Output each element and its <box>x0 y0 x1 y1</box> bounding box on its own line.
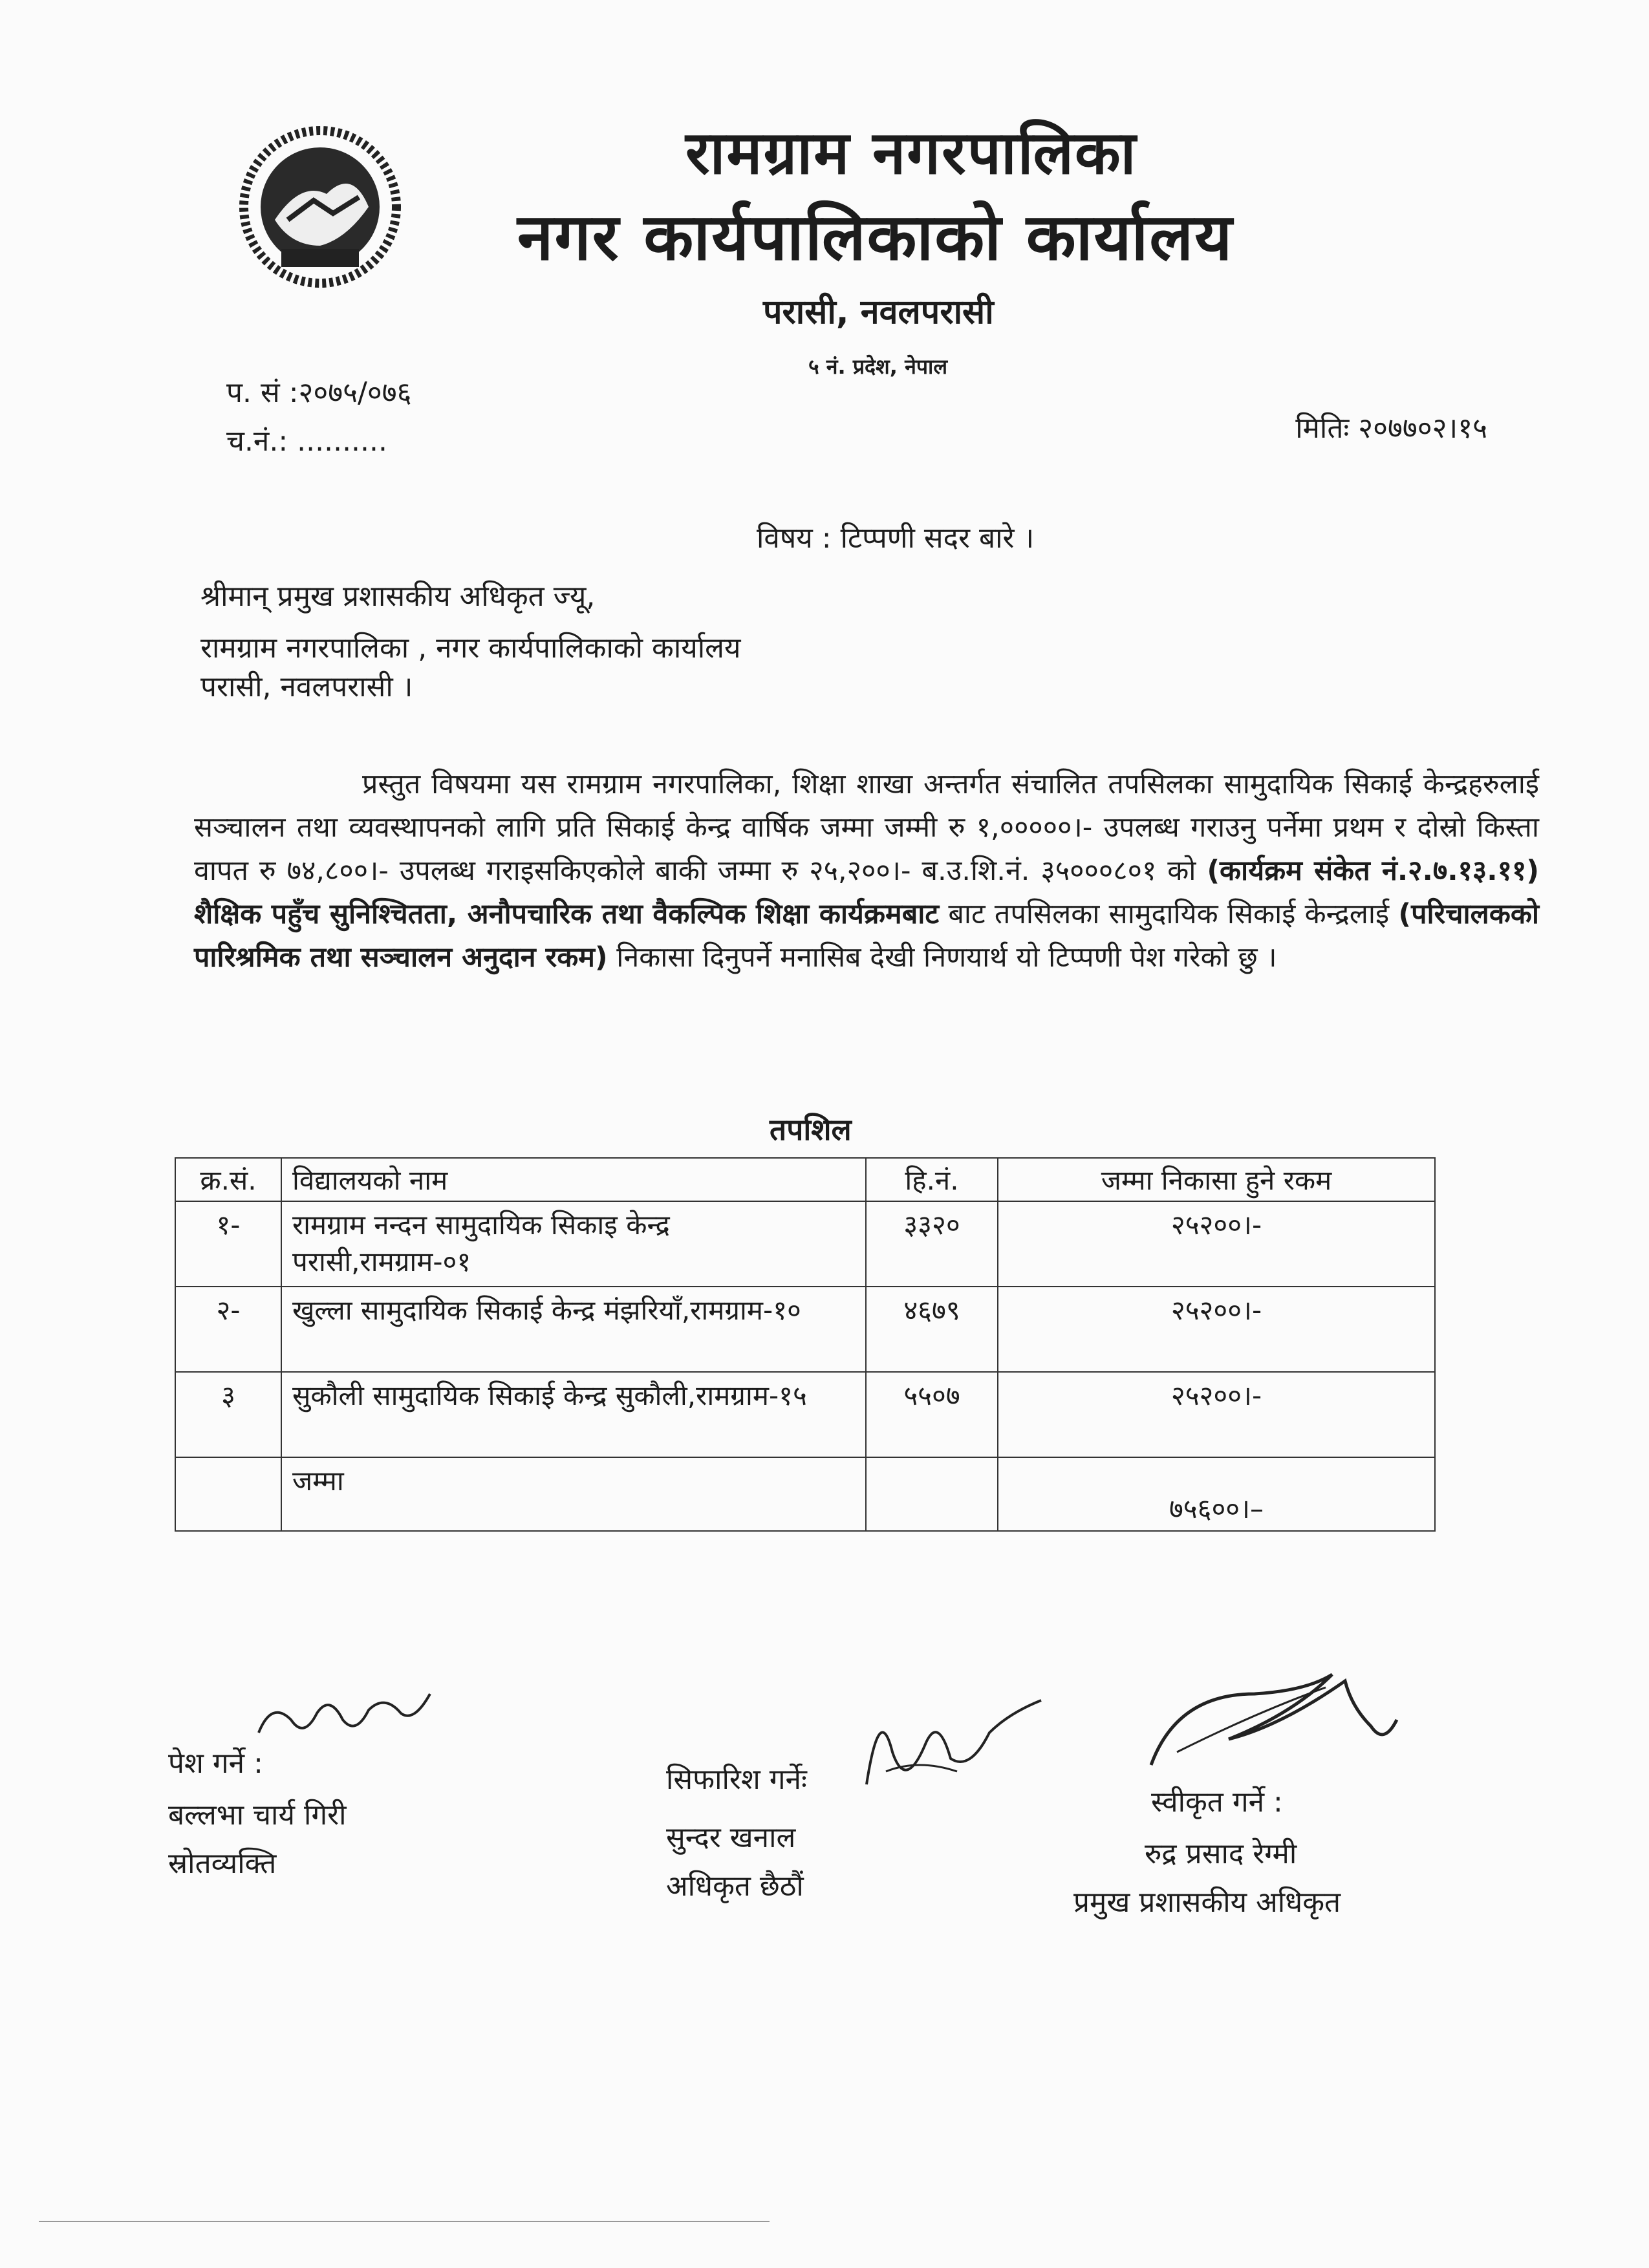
body-text-1: प्रस्तुत विषयमा यस रामग्राम नगरपालिका, शिक्षा शाखा अन्तर्गत संचालित तपसिलका सामुदायिक सिकाई केन्द्रहरुलाई सञ्चालन तथा व्यवस्थापनको लागि प्रति सिकाई केन्द्र वार्षिक जम्मा जम्मी रु १,०००००।- उपलब्ध गराउनु पर्नेमा प्रथम र दोस्रो किस्ता वापत रु ७४,८००।- उपलब्ध गराइसकिएकोले बाकी जम्मा रु २५,२००।- ब.उ.शि.नं. ३५०००८०१ को <box>194 768 1539 887</box>
office-subheading: नगर कार्यपालिकाको कार्यालय <box>517 199 1234 275</box>
row-school-name: खुल्ला सामुदायिक सिकाई केन्द्र मंझरियाँ,रामग्राम-१० <box>281 1287 866 1372</box>
addressee-line-1: श्रीमान् प्रमुख प्रशासकीय अधिकृत ज्यू, <box>200 580 596 613</box>
body-text-3: निकासा दिनुपर्ने मनासिब देखी निणयार्थ यो टिप्पणी पेश गरेको छु । <box>607 941 1277 974</box>
approver-title: प्रमुख प्रशासकीय अधिकृत <box>1073 1886 1341 1919</box>
row-serial: ३ <box>175 1372 281 1457</box>
letter-number: प. सं :२०७५/०७६ <box>226 376 412 409</box>
row-amount: २५२००।- <box>998 1287 1435 1372</box>
addressee-line-3: परासी, नवलपरासी । <box>200 670 413 703</box>
row-school-name: रामग्राम नन्दन सामुदायिक सिकाइ केन्द्र परासी,रामग्राम-०१ <box>281 1201 866 1287</box>
body-bold-1: (कार्यक्रम संकेत नं.२.७.१३.११) शैक्षिक पहुँच सुनिश्चितता, अनौपचारिक तथा वैकल्पिक शिक्षा कार्यक्रमबाट <box>194 855 1539 930</box>
approver-signature-icon <box>1138 1655 1410 1784</box>
header-amount: जम्मा निकासा हुने रकम <box>998 1158 1435 1201</box>
row-school-name: सुकौली सामुदायिक सिकाई केन्द्र सुकौली,रामग्राम-१५ <box>281 1372 866 1457</box>
province-line: ५ नं. प्रदेश, नेपाल <box>808 354 948 379</box>
letter-date: मितिः २०७७०२।१५ <box>1295 412 1487 445</box>
body-text-2: बाट तपसिलका सामुदायिक सिकाई केन्द्रलाई <box>939 898 1399 930</box>
table-header-row <box>175 1158 1435 1201</box>
office-name-heading: रामग्राम नगरपालिका <box>685 118 1137 187</box>
row-account-no: ५५०७ <box>866 1372 998 1457</box>
row-account-no: ३३२० <box>866 1201 998 1287</box>
presenter-name: बल्लभा चार्य गिरी <box>168 1799 347 1832</box>
total-amount: ७५६००।– <box>998 1457 1435 1531</box>
recommender-name: सुन्दर खनाल <box>666 1821 796 1854</box>
body-bold-2: (परिचालकको पारिश्रमिक तथा सञ्चालन अनुदान रकम) <box>194 898 1540 974</box>
recommender-signature-icon <box>841 1674 1054 1804</box>
dispatch-number: च.नं.: .......... <box>226 425 388 458</box>
row-amount: २५२००।- <box>998 1201 1435 1287</box>
approver-name: रुद्र प्रसाद रेग्मी <box>1145 1837 1297 1870</box>
table-row <box>175 1201 1435 1287</box>
header-school-name: विद्यालयको नाम <box>281 1158 866 1201</box>
schedule-title: तपशिल <box>770 1112 852 1147</box>
addressee-line-2: रामग्राम नगरपालिका , नगर कार्यपालिकाको कार्यालय <box>200 632 741 665</box>
row-serial: १- <box>175 1201 281 1287</box>
table-row <box>175 1372 1435 1457</box>
header-serial: क्र.सं. <box>175 1158 281 1201</box>
header-account-no: हि.नं. <box>866 1158 998 1201</box>
row-amount: २५२००।- <box>998 1372 1435 1457</box>
table-row <box>175 1287 1435 1372</box>
row-serial: २- <box>175 1287 281 1372</box>
government-emblem-logo <box>236 123 404 291</box>
recommender-role: सिफारिश गर्नेः <box>666 1763 807 1796</box>
scan-edge-line <box>39 2221 770 2222</box>
row-account-no: ४६७९ <box>866 1287 998 1372</box>
presenter-title: स्रोतव्यक्ति <box>168 1847 277 1880</box>
body-paragraph <box>194 763 1539 979</box>
presenter-role: पेश गर्ने : <box>168 1747 263 1780</box>
recommender-title: अधिकृत छैठौं <box>666 1870 804 1903</box>
approver-role: स्वीकृत गर्ने : <box>1151 1786 1283 1819</box>
subject-line: विषय : टिप्पणी सदर बारे । <box>757 522 1035 555</box>
office-location: परासी, नवलपरासी <box>763 293 994 332</box>
presenter-signature-icon <box>246 1674 440 1752</box>
table-total-row <box>175 1457 1435 1531</box>
schedule-table <box>175 1157 1436 1532</box>
total-label: जम्मा <box>281 1457 866 1531</box>
